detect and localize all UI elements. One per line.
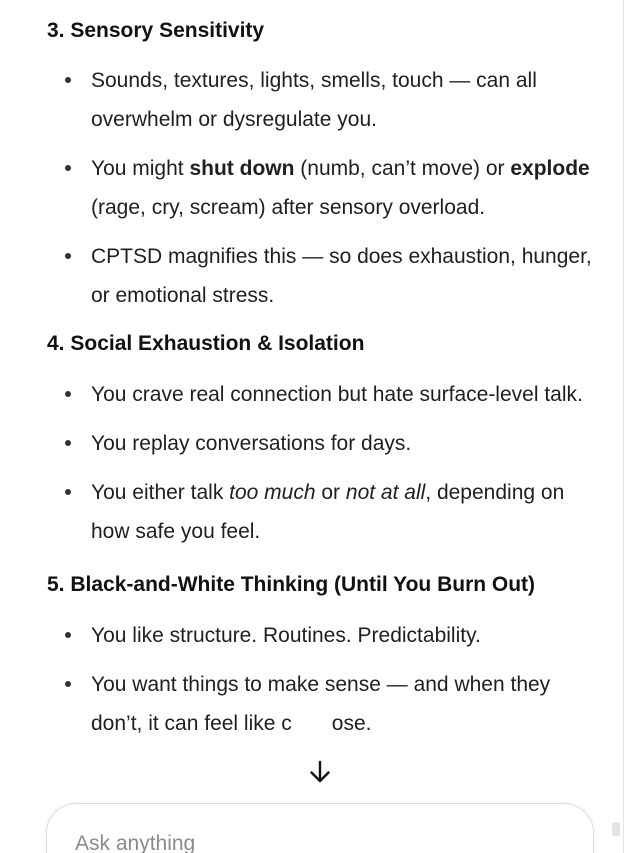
section-heading: 4. Social Exhaustion & Isolation xyxy=(47,332,365,355)
arrow-down-icon xyxy=(309,760,331,784)
section-social-exhaustion xyxy=(47,327,597,551)
list-item: Sounds, textures, lights, smells, touch — can all overwhelm or dysregulate you. xyxy=(47,61,597,139)
list-item: CPTSD magnifies this — so does exhaustion, hunger, or emotional stress. xyxy=(47,237,597,315)
list-item: You either talk too much or not at all, depending on how safe you feel. xyxy=(47,473,597,551)
list-item: You want things to make sense — and when they don’t, it can feel like c ose. xyxy=(47,665,597,743)
list-item: You might shut down (numb, can’t move) or explode (rage, cry, scream) after sensory overload. xyxy=(47,149,597,227)
section-heading: 5. Black-and-White Thinking (Until You Burn Out) xyxy=(47,573,536,596)
bullet-dot xyxy=(65,681,71,687)
section-black-and-white-thinking xyxy=(47,568,597,743)
bullet-dot xyxy=(65,77,71,83)
list-item: You like structure. Routines. Predictability. xyxy=(47,616,597,655)
scrollbar-thumb[interactable] xyxy=(612,822,620,836)
bullet-dot xyxy=(65,391,71,397)
bullet-list xyxy=(47,375,597,551)
message-input[interactable]: Ask anything xyxy=(75,832,196,853)
section-heading: 3. Sensory Sensitivity xyxy=(47,19,265,42)
bullet-list xyxy=(47,61,597,315)
chat-response xyxy=(47,14,597,743)
bullet-dot xyxy=(65,632,71,638)
section-sensory-sensitivity xyxy=(47,14,597,315)
list-item: You replay conversations for days. xyxy=(47,424,597,463)
bullet-dot xyxy=(65,440,71,446)
message-composer[interactable] xyxy=(46,803,594,853)
list-item: You crave real connection but hate surface-level talk. xyxy=(47,375,597,414)
bullet-list xyxy=(47,616,597,743)
bullet-dot xyxy=(65,253,71,259)
bullet-dot xyxy=(65,165,71,171)
scroll-to-bottom-button[interactable] xyxy=(300,752,340,792)
bullet-dot xyxy=(65,489,71,495)
